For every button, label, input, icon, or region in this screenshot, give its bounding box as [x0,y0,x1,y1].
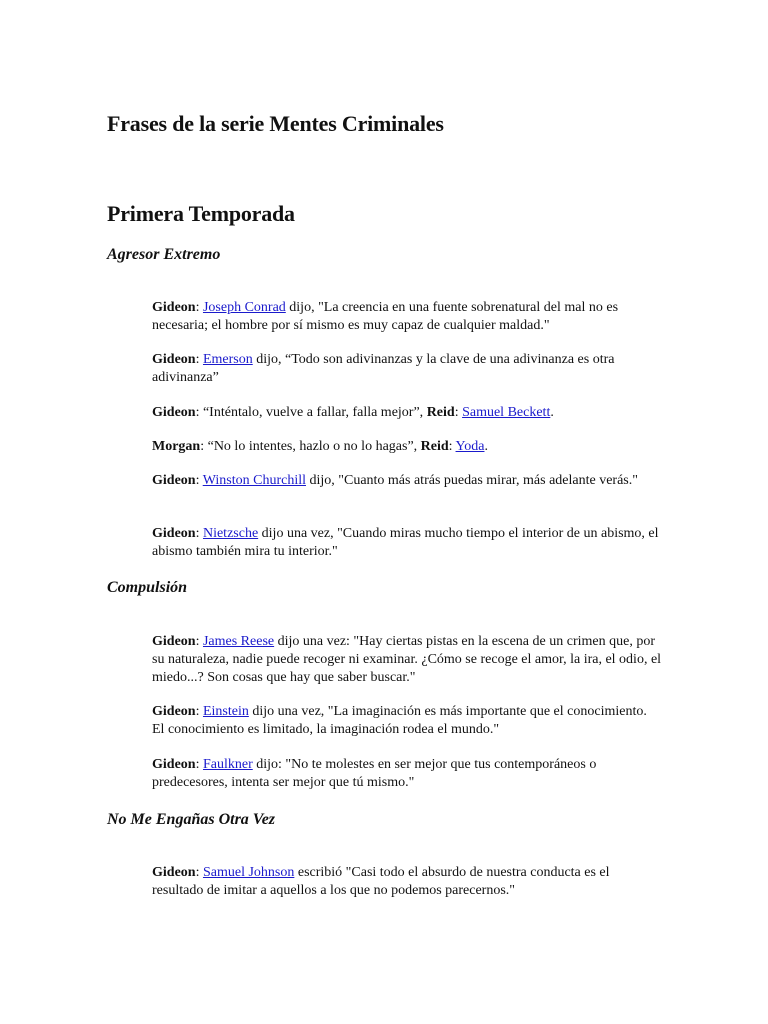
quote-separator: : [195,473,203,488]
quote-item [152,404,662,422]
quote-text: dijo una vez, "La imaginación es más importante que el conocimiento. El conocimiento es limitado, la imaginación rodea el mundo." [152,704,647,737]
author-link-yoda[interactable]: Yoda [455,439,485,454]
speaker-name: Gideon [152,405,196,420]
author-link-joseph-conrad[interactable]: Joseph Conrad [202,300,286,315]
episode-title-no-me-enganas-otra-vez: No Me Engañas Otra Vez [107,811,276,828]
speaker-name: Gideon [152,526,196,541]
author-link-faulkner[interactable]: Faulkner [202,757,253,772]
speaker-name: Gideon [152,704,196,719]
author-link-nietzsche[interactable]: Nietzsche [202,526,259,541]
quote-separator: : [448,439,456,454]
quote-text: dijo: "No te molestes en ser mejor que tus contemporáneos o predecesores, intenta ser mejor que tú mismo." [152,757,597,790]
quote-item [152,633,662,687]
quote-separator: : [195,352,203,367]
author-link-james-reese[interactable]: James Reese [202,634,275,649]
speaker-name: Gideon [152,757,196,772]
speaker-name: Gideon [152,352,196,367]
quote-item [152,525,662,561]
quote-item [152,438,662,456]
quote-separator: : [195,757,203,772]
quote-text: dijo, "La creencia en una fuente sobrenatural del mal no es necesaria; el hombre por sí mismo es muy capaz de cualquier maldad." [152,300,619,333]
author-link-einstein[interactable]: Einstein [202,704,249,719]
author-link-samuel-johnson[interactable]: Samuel Johnson [202,865,295,880]
speaker-name: Gideon [152,300,196,315]
quote-text: dijo una vez, "Cuando miras mucho tiempo el interior de un abismo, el abismo también mira tu interior." [152,526,659,559]
quote-text: : “No lo intentes, hazlo o no lo hagas”, [200,439,421,454]
quote-text-end: . [550,405,554,420]
speaker-name: Gideon [152,634,196,649]
quote-text: dijo, “Todo son adivinanzas y la clave de una adivinanza es otra adivinanza” [152,352,615,385]
quote-item [152,756,662,792]
quote-separator: : [195,704,203,719]
speaker-name: Morgan [152,439,201,454]
document-title: Frases de la serie Mentes Criminales [107,111,444,136]
quote-text: : “Inténtalo, vuelve a fallar, falla mejor”, [195,405,427,420]
quote-text: dijo una vez: "Hay ciertas pistas en la escena de un crimen que, por su naturaleza, nadie puede recoger ni examinar. ¿Cómo se recoge el amor, la ira, el odio, el miedo...? Son cosas que hay que saber buscar." [152,634,662,685]
quote-separator: : [195,865,203,880]
quote-item [152,864,662,900]
quote-separator: : [454,405,463,420]
speaker-name-secondary: Reid [426,405,455,420]
quote-separator: : [195,526,203,541]
author-link-emerson[interactable]: Emerson [202,352,253,367]
season-title: Primera Temporada [107,201,295,226]
speaker-name: Gideon [152,473,196,488]
author-link-winston-churchill[interactable]: Winston Churchill [202,473,306,488]
author-link-samuel-beckett[interactable]: Samuel Beckett [462,405,551,420]
quote-separator: : [195,300,203,315]
episode-title-agresor-extremo: Agresor Extremo [107,246,221,263]
quote-item [152,299,662,335]
quote-text: dijo, "Cuanto más atrás puedas mirar, más adelante verás." [305,473,638,488]
quote-item [152,703,662,739]
speaker-name-secondary: Reid [420,439,449,454]
quote-separator: : [195,634,203,649]
episode-title-compulsion: Compulsión [107,579,188,596]
quote-item [152,472,662,490]
quote-text: escribió "Casi todo el absurdo de nuestra conducta es el resultado de imitar a aquellos a los que no podemos parecernos." [152,865,610,898]
quote-text-end: . [484,439,488,454]
quote-item [152,351,662,387]
speaker-name: Gideon [152,865,196,880]
